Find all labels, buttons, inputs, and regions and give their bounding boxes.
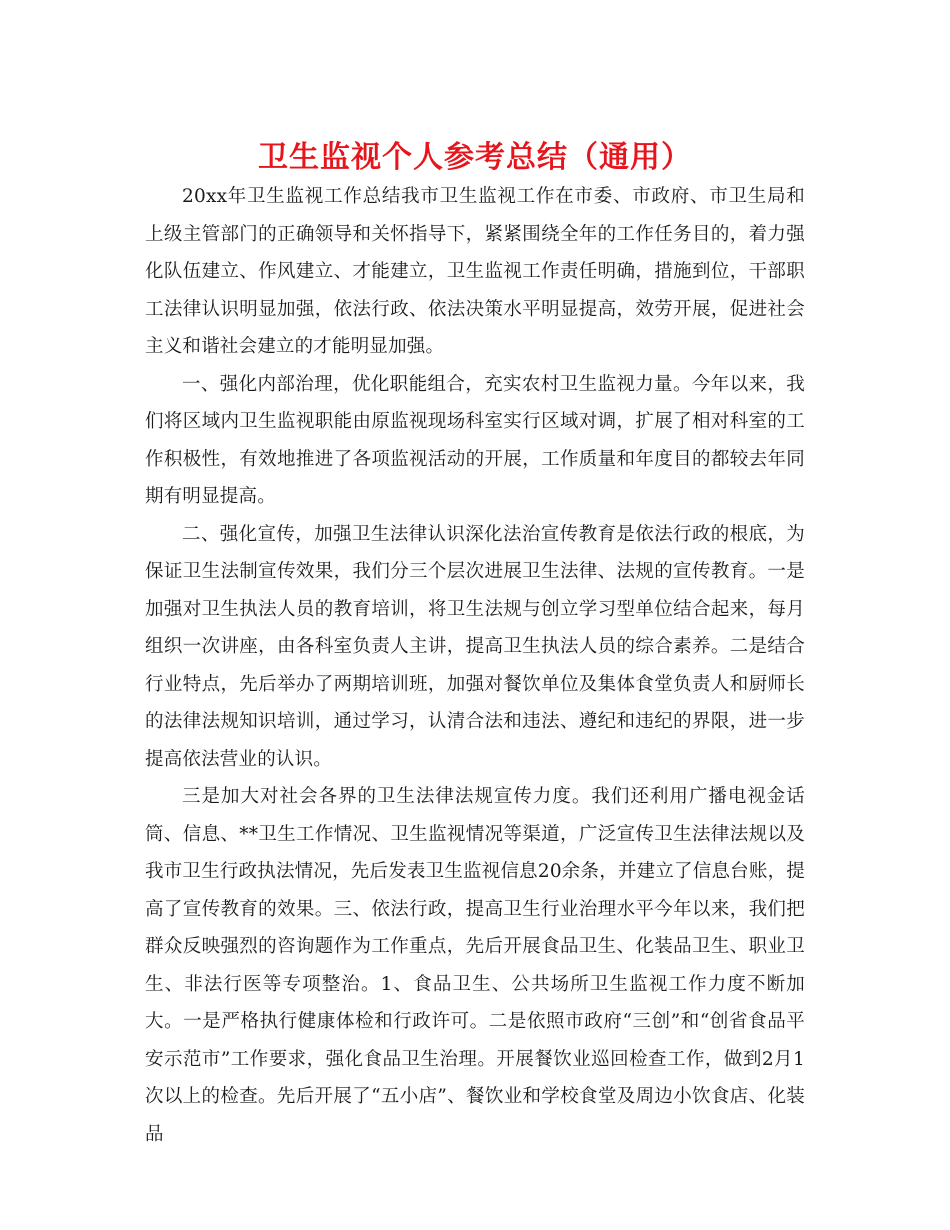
- paragraph-intro: 20xx年卫生监视工作总结我市卫生监视工作在市委、市政府、市卫生局和上级主管部门的正确领导和关怀指导下，紧紧围绕全年的工作任务目的，着力强化队伍建立、作风建立、才能建立，卫生监视工作责任明确，措施到位，干部职工法律认识明显加强，依法行政、依法决策水平明显提高，效劳开展，促进社会主义和谐社会建立的才能明显加强。: [145, 186, 805, 357]
- document-body: [145, 178, 805, 1153]
- document-title: 卫生监视个人参考总结（通用）: [258, 140, 692, 175]
- paragraph-section-2: 二、强化宣传，加强卫生法律认识深化法治宣传教育是依法行政的根底，为保证卫生法制宣传效果，我们分三个层次进展卫生法律、法规的宣传教育。一是加强对卫生执法人员的教育培训，将卫生法规与创立学习型单位结合起来，每月组织一次讲座，由各科室负责人主讲，提高卫生执法人员的综合素养。二是结合行业特点，先后举办了两期培训班，加强对餐饮单位及集体食堂负责人和厨师长的法律法规知识培训，通过学习，认清合法和违法、遵纪和违纪的界限，进一步提高依法营业的认识。: [145, 523, 805, 770]
- paragraph-section-3: 三是加大对社会各界的卫生法律法规宣传力度。我们还利用广播电视金话筒、信息、**卫生工作情况、卫生监视情况等渠道，广泛宣传卫生法律法规以及我市卫生行政执法情况，先后发表卫生监视信息20余条，并建立了信息台账，提高了宣传教育的效果。三、依法行政，提高卫生行业治理水平今年以来，我们把群众反映强烈的咨询题作为工作重点，先后开展食品卫生、化装品卫生、职业卫生、非法行医等专项整治。1、食品卫生、公共场所卫生监视工作力度不断加大。一是严格执行健康体检和行政许可。二是依照市政府“三创”和“创省食品平安示范市”工作要求，强化食品卫生治理。开展餐饮业巡回检查工作，做到2月1次以上的检查。先后开展了“五小店”、餐饮业和学校食堂及周边小饮食店、化装品: [145, 786, 805, 1145]
- paragraph-section-1: 一、强化内部治理，优化职能组合，充实农村卫生监视力量。今年以来，我们将区域内卫生监视职能由原监视现场科室实行区域对调，扩展了相对科室的工作积极性，有效地推进了各项监视活动的开展，工作质量和年度目的都较去年同期有明显提高。: [145, 373, 805, 507]
